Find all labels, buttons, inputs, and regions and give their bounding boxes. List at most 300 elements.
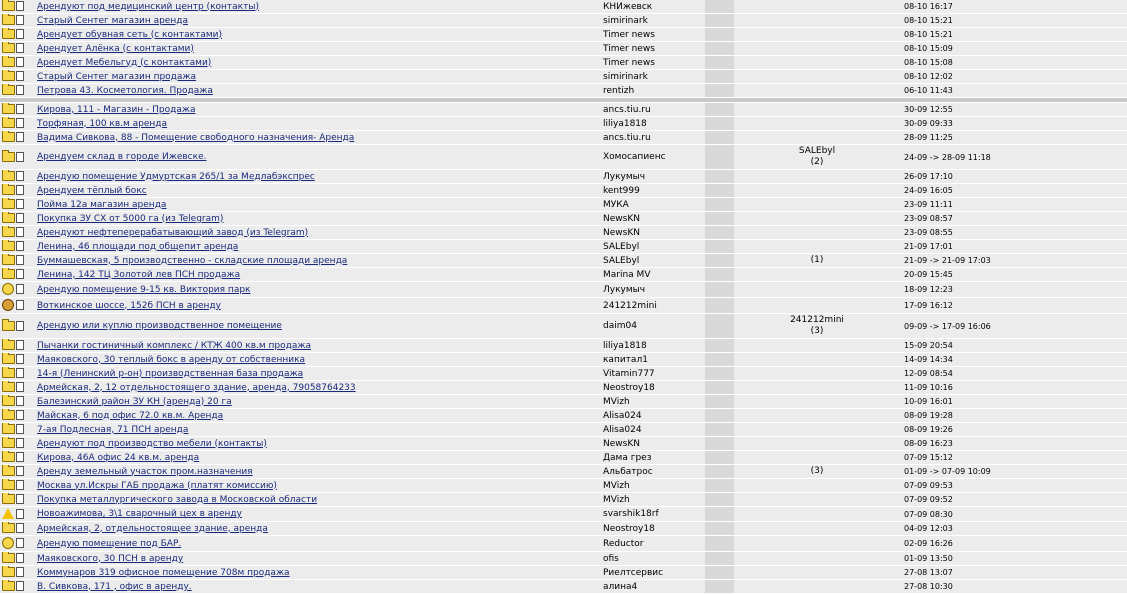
column-divider	[705, 465, 734, 479]
topic-row	[0, 367, 1127, 381]
document-icon	[16, 57, 24, 67]
folder-icon	[2, 29, 15, 39]
topic-replies-cell	[734, 254, 900, 268]
document-icon	[16, 152, 24, 162]
topic-author: ancs.tiu.ru	[599, 131, 705, 145]
topic-title-cell	[33, 381, 599, 395]
document-icon	[16, 438, 24, 448]
topic-doc-cell	[16, 314, 33, 339]
topic-status-cell	[0, 198, 16, 212]
topic-title-link[interactable]: Майская, 6 под офис 72.0 кв.м. Аренда	[37, 410, 224, 421]
topic-doc-cell	[16, 84, 33, 98]
row-filler	[1009, 103, 1127, 117]
topic-replies-cell	[734, 423, 900, 437]
topic-row	[0, 451, 1127, 465]
topic-title-link[interactable]: Москва ул.Искры ГАБ продажа (платят комиссию)	[37, 480, 277, 491]
document-icon	[16, 213, 24, 223]
topic-row	[0, 381, 1127, 395]
document-icon	[16, 340, 24, 350]
topic-title-cell	[33, 56, 599, 70]
topic-status-cell	[0, 117, 16, 131]
topic-title-link[interactable]: Коммунаров 319 офисное помещение 708м продажа	[37, 567, 290, 578]
row-filler	[1009, 70, 1127, 84]
topic-row	[0, 170, 1127, 184]
topic-replies-cell	[734, 451, 900, 465]
topic-title-cell	[33, 170, 599, 184]
document-icon	[16, 538, 24, 548]
warning-icon	[2, 508, 14, 519]
folder-icon	[2, 452, 15, 462]
column-divider	[705, 28, 734, 42]
topic-doc-cell	[16, 536, 33, 552]
topic-date: 21-09 -> 21-09 17:03	[900, 254, 1009, 268]
topic-author: simirinark	[599, 70, 705, 84]
topic-status-cell	[0, 254, 16, 268]
topic-date: 12-09 08:54	[900, 367, 1009, 381]
document-icon	[16, 382, 24, 392]
row-filler	[1009, 226, 1127, 240]
topic-title-link[interactable]: Арендуют под медицинский центр (контакты)	[37, 1, 259, 12]
topic-doc-cell	[16, 381, 33, 395]
topic-status-cell	[0, 70, 16, 84]
hot-icon	[2, 299, 14, 311]
topic-title-link[interactable]: 14-я (Ленинский р-он) производственная база продажа	[37, 368, 304, 379]
topic-replies-cell	[734, 552, 900, 566]
document-icon	[16, 199, 24, 209]
row-filler	[1009, 282, 1127, 298]
topic-author: Vitamin777	[599, 367, 705, 381]
topic-doc-cell	[16, 226, 33, 240]
column-divider	[705, 423, 734, 437]
topic-title-link[interactable]: Старый Сентег магазин аренда	[37, 15, 188, 26]
document-icon	[16, 581, 24, 591]
topic-author: svarshik18rf	[599, 507, 705, 522]
topic-doc-cell	[16, 184, 33, 198]
row-filler	[1009, 145, 1127, 170]
topic-status-cell	[0, 226, 16, 240]
document-icon	[16, 1, 24, 11]
topic-author: МУКА	[599, 198, 705, 212]
row-filler	[1009, 566, 1127, 580]
topic-row	[0, 552, 1127, 566]
topic-title-cell	[33, 226, 599, 240]
column-divider	[705, 56, 734, 70]
topic-row	[0, 198, 1127, 212]
topic-date: 08-10 15:08	[900, 56, 1009, 70]
column-divider	[705, 84, 734, 98]
topic-title-link[interactable]: Петрова 43. Косметология. Продажа	[37, 85, 213, 96]
topic-title-cell	[33, 536, 599, 552]
topic-title-cell	[33, 395, 599, 409]
column-divider	[705, 145, 734, 170]
topic-title-link[interactable]: Арендует Алёнка (с контактами)	[37, 43, 194, 54]
column-divider	[705, 0, 734, 14]
topic-date: 08-10 15:09	[900, 42, 1009, 56]
topic-title-link[interactable]: Покупка ЗУ СХ от 5000 га (из Telegram)	[37, 213, 224, 224]
topic-doc-cell	[16, 437, 33, 451]
topic-date: 23-09 11:11	[900, 198, 1009, 212]
topic-replies-cell	[734, 314, 900, 339]
topic-status-cell	[0, 14, 16, 28]
topic-status-cell	[0, 212, 16, 226]
topic-title-link[interactable]: Вадима Сивкова, 88 - Помещение свободного назначения- Аренда	[37, 132, 355, 143]
topic-row	[0, 353, 1127, 367]
topic-replies-cell	[734, 381, 900, 395]
topic-title-link[interactable]: Маяковского, 30 ПСН в аренду	[37, 553, 184, 564]
folder-icon	[2, 71, 15, 81]
folder-icon	[2, 57, 15, 67]
topic-date: 24-09 -> 28-09 11:18	[900, 145, 1009, 170]
document-icon	[16, 29, 24, 39]
topic-date: 08-10 15:21	[900, 28, 1009, 42]
topic-replies-cell	[734, 522, 900, 536]
row-filler	[1009, 117, 1127, 131]
topic-replies-cell	[734, 465, 900, 479]
topic-author: NewsKN	[599, 437, 705, 451]
folder-icon	[2, 553, 15, 563]
row-filler	[1009, 14, 1127, 28]
topic-author: Neostroy18	[599, 522, 705, 536]
topic-status-cell	[0, 451, 16, 465]
topic-title-cell	[33, 465, 599, 479]
topic-title-link[interactable]: Торфяная, 100 кв.м аренда	[37, 118, 168, 129]
topic-title-link[interactable]: Аренду земельный участок пром.назначения	[37, 466, 253, 477]
document-icon	[16, 480, 24, 490]
topic-title-cell	[33, 552, 599, 566]
topic-title-link[interactable]: Буммашевская, 5 производственно - складские площади аренда	[37, 255, 348, 266]
row-filler	[1009, 552, 1127, 566]
topic-title-cell	[33, 14, 599, 28]
topic-status-cell	[0, 552, 16, 566]
topic-title-cell	[33, 580, 599, 594]
row-filler	[1009, 184, 1127, 198]
topic-replies-cell	[734, 170, 900, 184]
row-filler	[1009, 339, 1127, 353]
column-divider	[705, 395, 734, 409]
row-filler	[1009, 507, 1127, 522]
row-filler	[1009, 451, 1127, 465]
topic-date: 06-10 11:43	[900, 84, 1009, 98]
topic-author: Alisa024	[599, 423, 705, 437]
document-icon	[16, 354, 24, 364]
topic-doc-cell	[16, 254, 33, 268]
document-icon	[16, 509, 24, 519]
topic-author: 241212mini	[599, 298, 705, 314]
topic-status-cell	[0, 268, 16, 282]
column-divider	[705, 493, 734, 507]
topic-status-cell	[0, 507, 16, 522]
column-divider	[705, 409, 734, 423]
topic-row	[0, 268, 1127, 282]
reply-count: (2)	[810, 157, 824, 167]
topic-title-cell	[33, 268, 599, 282]
topic-status-cell	[0, 479, 16, 493]
topic-title-cell	[33, 103, 599, 117]
row-filler	[1009, 409, 1127, 423]
topic-replies-cell	[734, 28, 900, 42]
topic-title-cell	[33, 212, 599, 226]
topic-replies-cell	[734, 409, 900, 423]
topic-title-link[interactable]: Пойма 12а магазин аренда	[37, 199, 167, 210]
topic-title-link[interactable]: В. Сивкова, 171 , офис в аренду.	[37, 581, 192, 592]
topic-title-cell	[33, 423, 599, 437]
topic-title-link[interactable]: Старый Сентег магазин продажа	[37, 71, 197, 82]
topic-doc-cell	[16, 42, 33, 56]
topic-replies-cell	[734, 0, 900, 14]
column-divider	[705, 282, 734, 298]
topic-doc-cell	[16, 339, 33, 353]
folder-icon	[2, 321, 15, 331]
document-icon	[16, 523, 24, 533]
topic-replies-cell	[734, 84, 900, 98]
topic-title-link[interactable]: Арендуют под производство мебели (контакты)	[37, 438, 267, 449]
topic-row	[0, 14, 1127, 28]
column-divider	[705, 240, 734, 254]
topic-title-cell	[33, 198, 599, 212]
topic-title-cell	[33, 339, 599, 353]
document-icon	[16, 104, 24, 114]
row-filler	[1009, 0, 1127, 14]
topic-author: Marina MV	[599, 268, 705, 282]
topic-status-cell	[0, 103, 16, 117]
topic-title-link[interactable]: Воткинское шоссе, 152б ПСН в аренду	[37, 300, 221, 311]
topic-author: Дама грез	[599, 451, 705, 465]
topic-title-link[interactable]: Арендую помещение под БАР.	[37, 538, 182, 549]
topic-status-cell	[0, 298, 16, 314]
topic-date: 28-09 11:25	[900, 131, 1009, 145]
topic-title-cell	[33, 42, 599, 56]
topic-row	[0, 184, 1127, 198]
row-filler	[1009, 522, 1127, 536]
topic-title-link[interactable]: Арендует обувная сеть (с контактами)	[37, 29, 222, 40]
folder-icon	[2, 171, 15, 181]
topic-title-cell	[33, 282, 599, 298]
row-filler	[1009, 42, 1127, 56]
row-filler	[1009, 198, 1127, 212]
topic-author: Риелтсервис	[599, 566, 705, 580]
topic-replies-cell	[734, 536, 900, 552]
topic-doc-cell	[16, 353, 33, 367]
topic-author: liliya1818	[599, 117, 705, 131]
row-filler	[1009, 240, 1127, 254]
topic-date: 14-09 14:34	[900, 353, 1009, 367]
topic-author: Reductor	[599, 536, 705, 552]
row-filler	[1009, 580, 1127, 594]
topic-status-cell	[0, 580, 16, 594]
folder-icon	[2, 152, 15, 162]
topic-title-link[interactable]: 7-ая Подлесная, 71 ПСН аренда	[37, 424, 189, 435]
topic-row	[0, 465, 1127, 479]
topic-title-link[interactable]: Ленина, 46 площади под общепит аренда	[37, 241, 239, 252]
topic-title-link[interactable]: Арендую или куплю производственное помещение	[37, 321, 282, 331]
column-divider	[705, 566, 734, 580]
topic-doc-cell	[16, 56, 33, 70]
folder-icon	[2, 438, 15, 448]
topic-title-link[interactable]: Армейская, 2, 12 отдельностоящего здание, аренда, 79058764233	[37, 382, 356, 393]
smile-icon	[2, 283, 14, 295]
document-icon	[16, 410, 24, 420]
column-divider	[705, 42, 734, 56]
topic-author: Хомосапиенс	[599, 145, 705, 170]
topic-doc-cell	[16, 198, 33, 212]
topic-author: Alisa024	[599, 409, 705, 423]
topic-status-cell	[0, 493, 16, 507]
topic-author: Альбатрос	[599, 465, 705, 479]
topic-status-cell	[0, 423, 16, 437]
topic-author: SALEbyl	[599, 254, 705, 268]
folder-icon	[2, 382, 15, 392]
topic-status-cell	[0, 131, 16, 145]
topic-title-link[interactable]: Арендует Мебельгуд (с контактами)	[37, 57, 212, 68]
topic-author: ofis	[599, 552, 705, 566]
document-icon	[16, 269, 24, 279]
document-icon	[16, 424, 24, 434]
topic-status-cell	[0, 465, 16, 479]
topic-title-link[interactable]: Пычанки гостиничный комплекс / КТЖ 400 кв.м продажа	[37, 340, 312, 351]
topic-title-link[interactable]: Арендуют нефтеперерабатывающий завод (из Telegram)	[37, 227, 309, 238]
column-divider	[705, 131, 734, 145]
folder-icon	[2, 199, 15, 209]
last-reply-author: SALEbyl	[798, 146, 836, 156]
folder-icon	[2, 1, 15, 11]
row-filler	[1009, 437, 1127, 451]
topic-doc-cell	[16, 423, 33, 437]
row-filler	[1009, 381, 1127, 395]
folder-icon	[2, 15, 15, 25]
topic-author: rentizh	[599, 84, 705, 98]
topic-title-link[interactable]: Новоажимова, 3\1 сварочный цех в аренду	[37, 509, 242, 519]
topic-row	[0, 42, 1127, 56]
topic-row	[0, 254, 1127, 268]
topic-status-cell	[0, 282, 16, 298]
topic-title-cell	[33, 437, 599, 451]
topic-replies-cell	[734, 353, 900, 367]
topic-row	[0, 507, 1127, 522]
topic-doc-cell	[16, 240, 33, 254]
reply-count: (3)	[810, 326, 824, 336]
topic-title-link[interactable]: Кирова, 46А офис 24 кв.м. аренда	[37, 452, 200, 463]
topic-title-link[interactable]: Арендуем тёплый бокс	[37, 185, 147, 196]
topic-replies-cell	[734, 212, 900, 226]
row-filler	[1009, 170, 1127, 184]
topic-title-link[interactable]: Балезинский район ЗУ КН (аренда) 20 га	[37, 396, 232, 407]
topic-title-cell	[33, 145, 599, 170]
topic-doc-cell	[16, 566, 33, 580]
topic-title-cell	[33, 493, 599, 507]
topic-date: 27-08 13:07	[900, 566, 1009, 580]
topic-title-cell	[33, 84, 599, 98]
topic-doc-cell	[16, 409, 33, 423]
folder-icon	[2, 494, 15, 504]
topic-author: ancs.tiu.ru	[599, 103, 705, 117]
topic-date: 08-09 19:26	[900, 423, 1009, 437]
folder-icon	[2, 255, 15, 265]
column-divider	[705, 268, 734, 282]
row-filler	[1009, 423, 1127, 437]
topic-title-link[interactable]: Арендуем склад в городе Ижевске.	[37, 152, 207, 162]
topic-date: 07-09 15:12	[900, 451, 1009, 465]
column-divider	[705, 381, 734, 395]
column-divider	[705, 339, 734, 353]
topic-doc-cell	[16, 282, 33, 298]
document-icon	[16, 15, 24, 25]
topic-replies-cell	[734, 145, 900, 170]
folder-icon	[2, 185, 15, 195]
topic-date: 18-09 12:23	[900, 282, 1009, 298]
row-filler	[1009, 465, 1127, 479]
topic-title-link[interactable]: Арендую помещение 9-15 кв. Виктория парк	[37, 284, 251, 295]
topic-author: SALEbyl	[599, 240, 705, 254]
topic-date: 11-09 10:16	[900, 381, 1009, 395]
last-reply-author: (3)	[810, 466, 824, 476]
column-divider	[705, 184, 734, 198]
folder-icon	[2, 118, 15, 128]
topic-replies-cell	[734, 240, 900, 254]
topic-row	[0, 56, 1127, 70]
topic-date: 07-09 09:52	[900, 493, 1009, 507]
topic-title-link[interactable]: Кирова, 111 - Магазин - Продажа	[37, 104, 196, 115]
folder-icon	[2, 43, 15, 53]
topic-replies-cell	[734, 298, 900, 314]
topic-doc-cell	[16, 268, 33, 282]
column-divider	[705, 353, 734, 367]
document-icon	[16, 85, 24, 95]
column-divider	[705, 198, 734, 212]
folder-icon	[2, 269, 15, 279]
folder-icon	[2, 227, 15, 237]
folder-icon	[2, 424, 15, 434]
topic-date: 08-10 15:21	[900, 14, 1009, 28]
topic-row	[0, 409, 1127, 423]
topic-replies-cell	[734, 198, 900, 212]
row-filler	[1009, 353, 1127, 367]
topic-doc-cell	[16, 298, 33, 314]
topic-replies-cell	[734, 437, 900, 451]
document-icon	[16, 452, 24, 462]
topic-status-cell	[0, 240, 16, 254]
topic-status-cell	[0, 409, 16, 423]
topic-status-cell	[0, 566, 16, 580]
topic-row	[0, 423, 1127, 437]
document-icon	[16, 284, 24, 294]
topic-replies-cell	[734, 56, 900, 70]
topic-title-link[interactable]: Ленина, 142 ТЦ Золотой лев ПСН продажа	[37, 269, 241, 280]
topic-row	[0, 0, 1127, 14]
document-icon	[16, 118, 24, 128]
document-icon	[16, 43, 24, 53]
topic-title-cell	[33, 0, 599, 14]
topic-title-cell	[33, 184, 599, 198]
topic-title-link[interactable]: Маяковского, 30 теплый бокс в аренду от собственника	[37, 354, 306, 365]
topic-doc-cell	[16, 131, 33, 145]
topic-row	[0, 70, 1127, 84]
topic-doc-cell	[16, 145, 33, 170]
topic-title-link[interactable]: Арендую помещение Удмуртская 265/1 за Медлабэкспрес	[37, 171, 315, 182]
topic-status-cell	[0, 170, 16, 184]
topic-title-cell	[33, 367, 599, 381]
topic-replies-cell	[734, 14, 900, 28]
row-filler	[1009, 479, 1127, 493]
topic-row	[0, 536, 1127, 552]
topic-doc-cell	[16, 552, 33, 566]
topic-date: 08-10 12:02	[900, 70, 1009, 84]
topic-doc-cell	[16, 451, 33, 465]
topic-title-link[interactable]: Армейская, 2, отдельностоящее здание, аренда	[37, 523, 268, 534]
topic-status-cell	[0, 0, 16, 14]
topic-title-link[interactable]: Покупка металлургического завода в Московской области	[37, 494, 318, 505]
topic-status-cell	[0, 314, 16, 339]
topic-status-cell	[0, 367, 16, 381]
